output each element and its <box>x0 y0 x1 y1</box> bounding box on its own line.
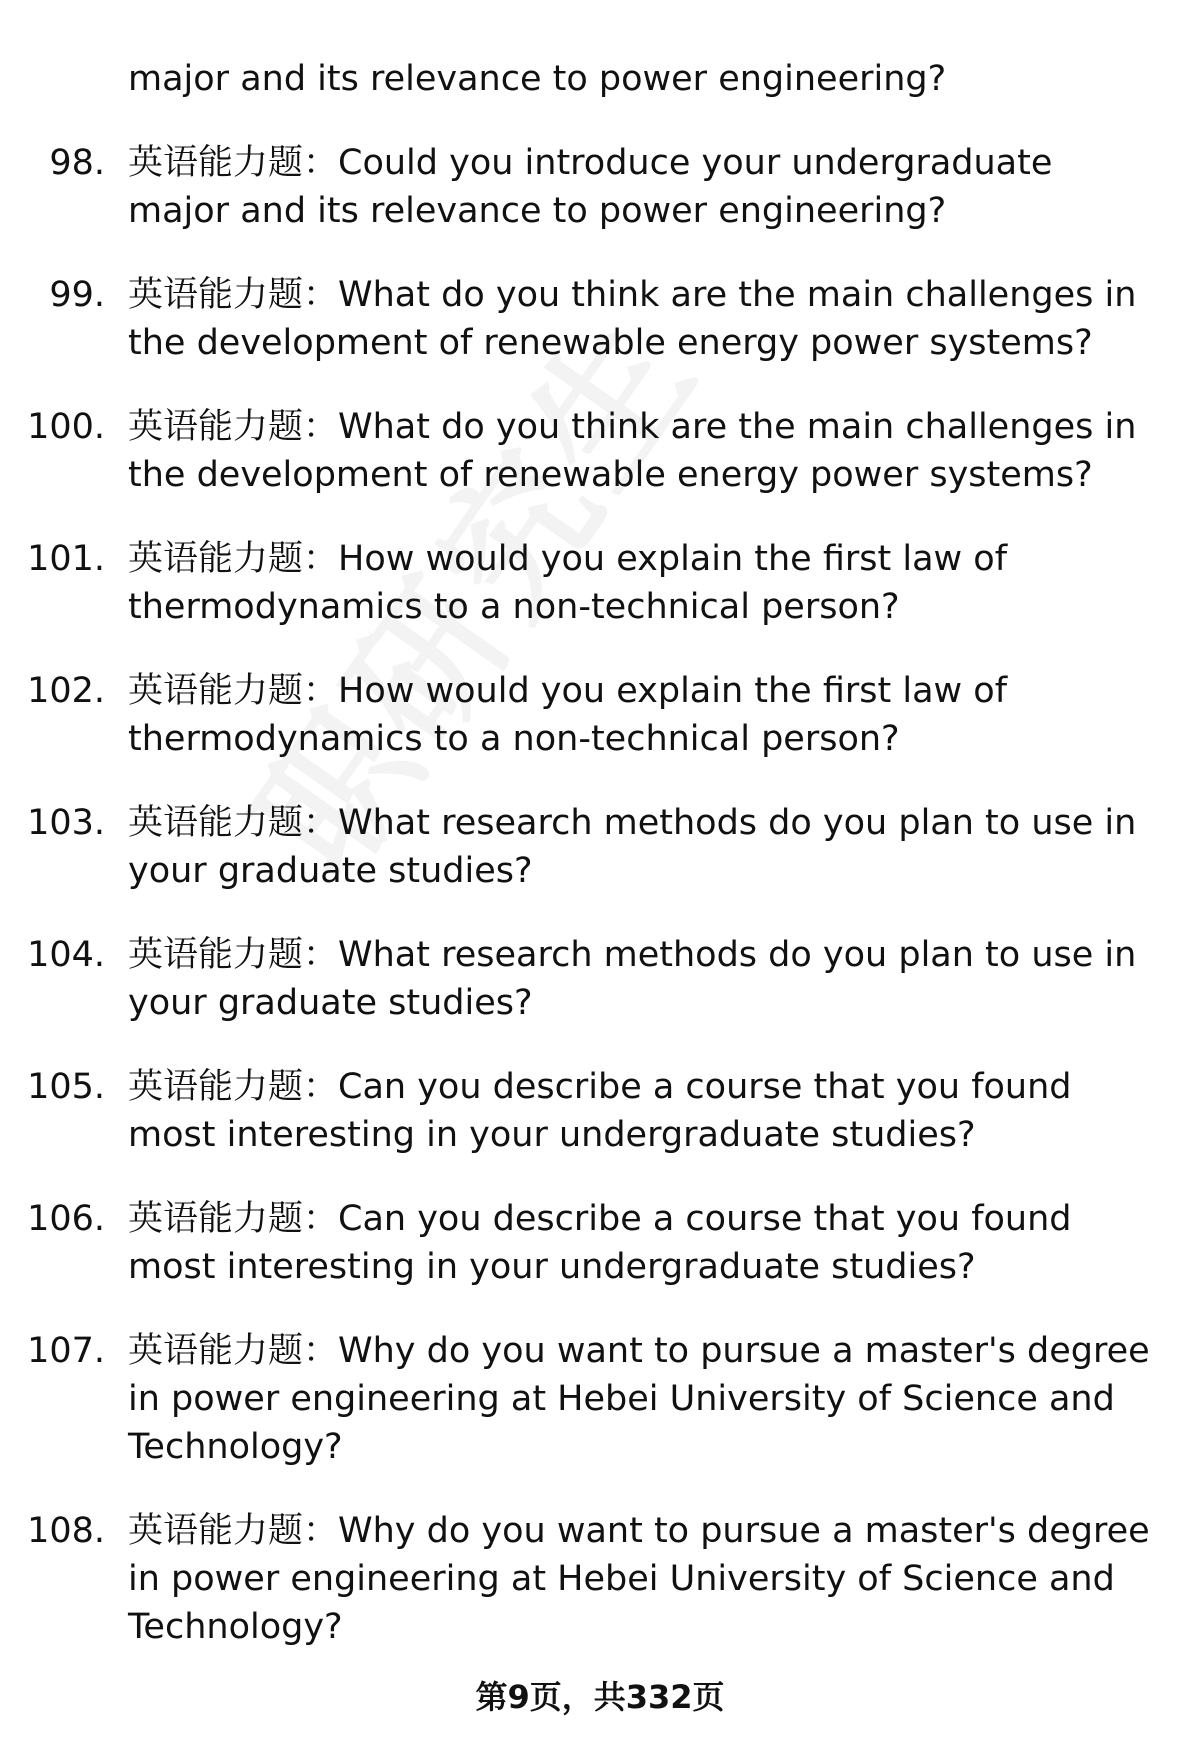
question-category-label: 英语能力题： <box>128 407 339 447</box>
question-list <box>0 139 1200 1651</box>
question-text: What do you think are the main challenges in the development of renewable energy power systems? <box>128 407 1137 495</box>
question-category-label: 英语能力题： <box>128 671 339 711</box>
question-text: What research methods do you plan to use in your graduate studies? <box>128 935 1137 1023</box>
question-number: 108. <box>27 1511 105 1551</box>
question-category-label: 英语能力题： <box>128 1067 339 1107</box>
question-text: Can you describe a course that you found most interesting in your undergraduate studies? <box>128 1067 1072 1155</box>
question-item <box>0 1507 1200 1651</box>
question-item <box>0 1063 1200 1159</box>
continued-question-text: major and its relevance to power engineering? <box>128 59 947 99</box>
question-category-label: 英语能力题： <box>128 935 339 975</box>
question-item <box>0 931 1200 1027</box>
question-number: 103. <box>27 803 105 843</box>
question-category-label: 英语能力题： <box>128 143 339 183</box>
page-number-footer: 第9页，共332页 <box>475 1678 725 1716</box>
question-item <box>0 1327 1200 1471</box>
question-number: 105. <box>27 1067 105 1107</box>
question-number: 104. <box>27 935 105 975</box>
question-number: 107. <box>27 1331 105 1371</box>
question-text: Why do you want to pursue a master's degree in power engineering at Hebei University of Science and Technology? <box>128 1511 1150 1647</box>
question-number: 99. <box>49 275 105 315</box>
question-category-label: 英语能力题： <box>128 1331 339 1371</box>
question-text: What research methods do you plan to use in your graduate studies? <box>128 803 1137 891</box>
question-text: Can you describe a course that you found most interesting in your undergraduate studies? <box>128 1199 1072 1287</box>
question-item <box>0 667 1200 763</box>
question-item <box>0 1195 1200 1291</box>
question-text: How would you explain the first law of thermodynamics to a non-technical person? <box>128 671 1008 759</box>
question-number: 102. <box>27 671 105 711</box>
question-text: Could you introduce your undergraduate major and its relevance to power engineering? <box>128 143 1053 231</box>
question-text: How would you explain the first law of thermodynamics to a non-technical person? <box>128 539 1008 627</box>
question-number: 98. <box>49 143 105 183</box>
question-category-label: 英语能力题： <box>128 803 339 843</box>
question-item <box>0 535 1200 631</box>
question-item <box>0 799 1200 895</box>
question-item <box>0 271 1200 367</box>
question-item <box>0 139 1200 235</box>
question-item <box>0 403 1200 499</box>
question-number: 100. <box>27 407 105 447</box>
question-text: What do you think are the main challenges in the development of renewable energy power systems? <box>128 275 1137 363</box>
question-category-label: 英语能力题： <box>128 539 339 579</box>
page-body <box>0 55 1200 1651</box>
question-category-label: 英语能力题： <box>128 275 339 315</box>
question-category-label: 英语能力题： <box>128 1199 339 1239</box>
question-text: Why do you want to pursue a master's degree in power engineering at Hebei University of Science and Technology? <box>128 1331 1150 1467</box>
question-number: 106. <box>27 1199 105 1239</box>
question-category-label: 英语能力题： <box>128 1511 339 1551</box>
question-number: 101. <box>27 539 105 579</box>
